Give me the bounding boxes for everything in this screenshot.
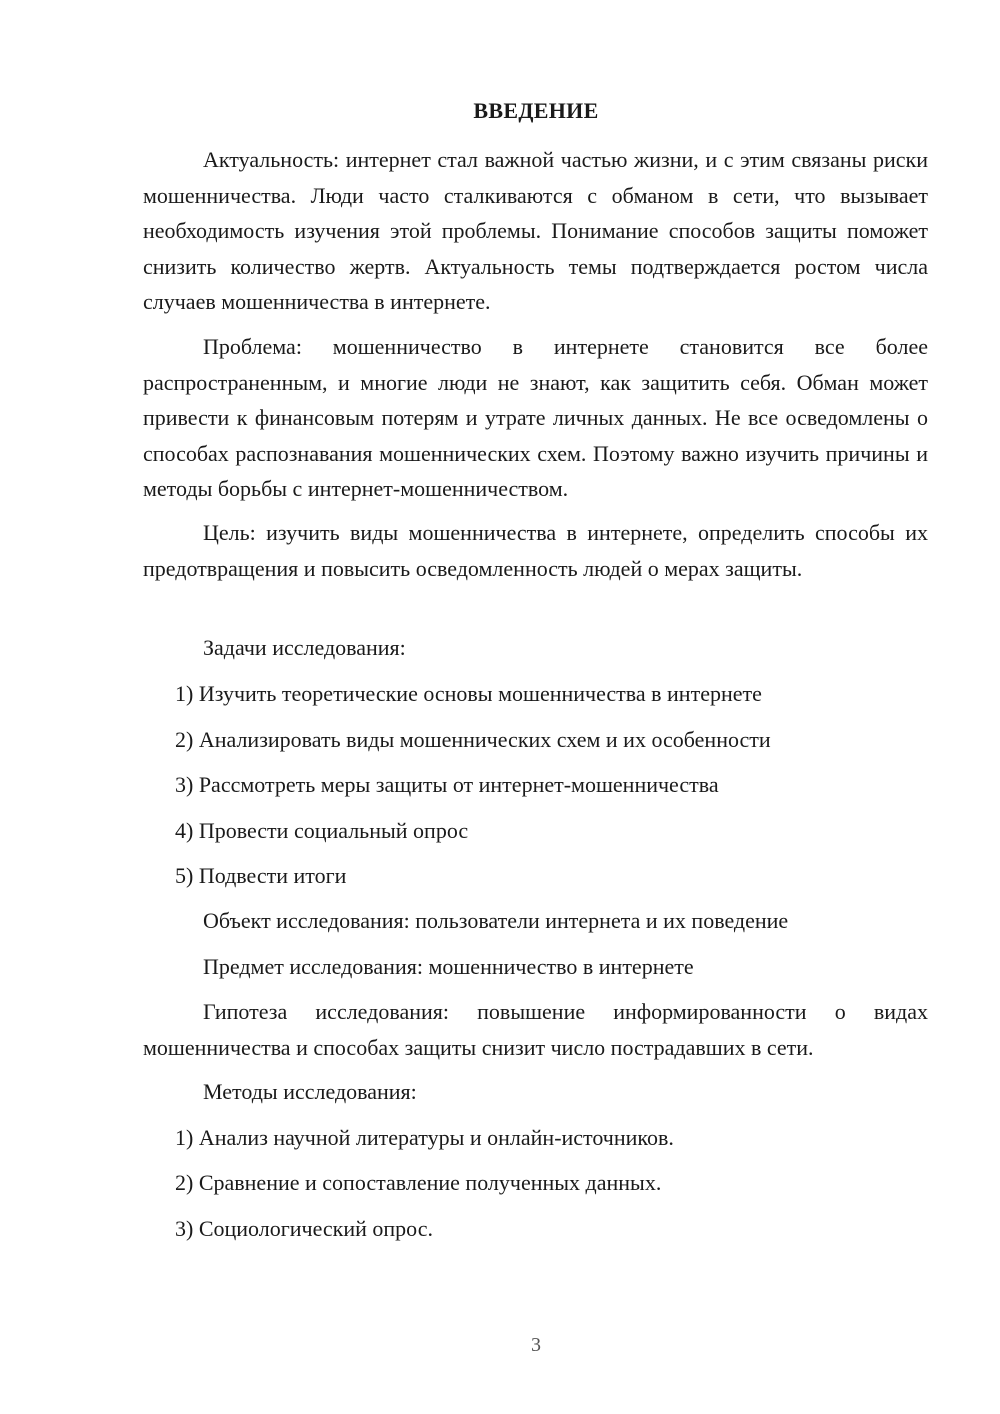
task-item-2: 2) Анализировать виды мошеннических схем и их особенности [175,727,771,752]
method-item-1: 1) Анализ научной литературы и онлайн-источников. [175,1125,674,1150]
method-item-2: 2) Сравнение и сопоставление полученных данных. [175,1170,662,1195]
tasks-heading: Задачи исследования: [203,635,406,660]
methods-heading: Методы исследования: [203,1079,417,1104]
goal-paragraph: Цель: изучить виды мошенничества в интернете, определить способы их предотвращения и повысить осведомленность людей о мерах защиты. [143,520,928,581]
task-item-3: 3) Рассмотреть меры защиты от интернет-мошенничества [175,772,719,797]
object-line: Объект исследования: пользователи интернета и их поведение [203,908,789,933]
task-item-4: 4) Провести социальный опрос [175,818,469,843]
task-item-1: 1) Изучить теоретические основы мошенничества в интернете [175,681,762,706]
page-title: ВВЕДЕНИЕ [473,98,599,123]
page-number: 3 [531,1334,541,1356]
task-item-5: 5) Подвести итоги [175,863,347,888]
relevance-paragraph: Актуальность: интернет стал важной частью жизни, и с этим связаны риски мошенничества. Люди часто сталкиваются с обманом в сети, что вызывает необходимость изучения этой проблемы. Понимание способов защиты поможет снизить количество жертв. Актуальность темы подтверждается ростом числа случаев мошенничества в интернете. [143,147,928,314]
problem-paragraph: Проблема: мошенничество в интернете становится все более распространенным, и многие люди не знают, как защитить себя. Обман может привести к финансовым потерям и утрате личных данных. Не все осведомлены о способах распознавания мошеннических схем. Поэтому важно изучить причины и методы борьбы с интернет-мошенничеством. [143,334,928,501]
hypothesis-paragraph: Гипотеза исследования: повышение информированности о видах мошенничества и способах защиты снизит число пострадавших в сети. [143,999,928,1060]
subject-line: Предмет исследования: мошенничество в интернете [203,954,694,979]
method-item-3: 3) Социологический опрос. [175,1216,433,1241]
